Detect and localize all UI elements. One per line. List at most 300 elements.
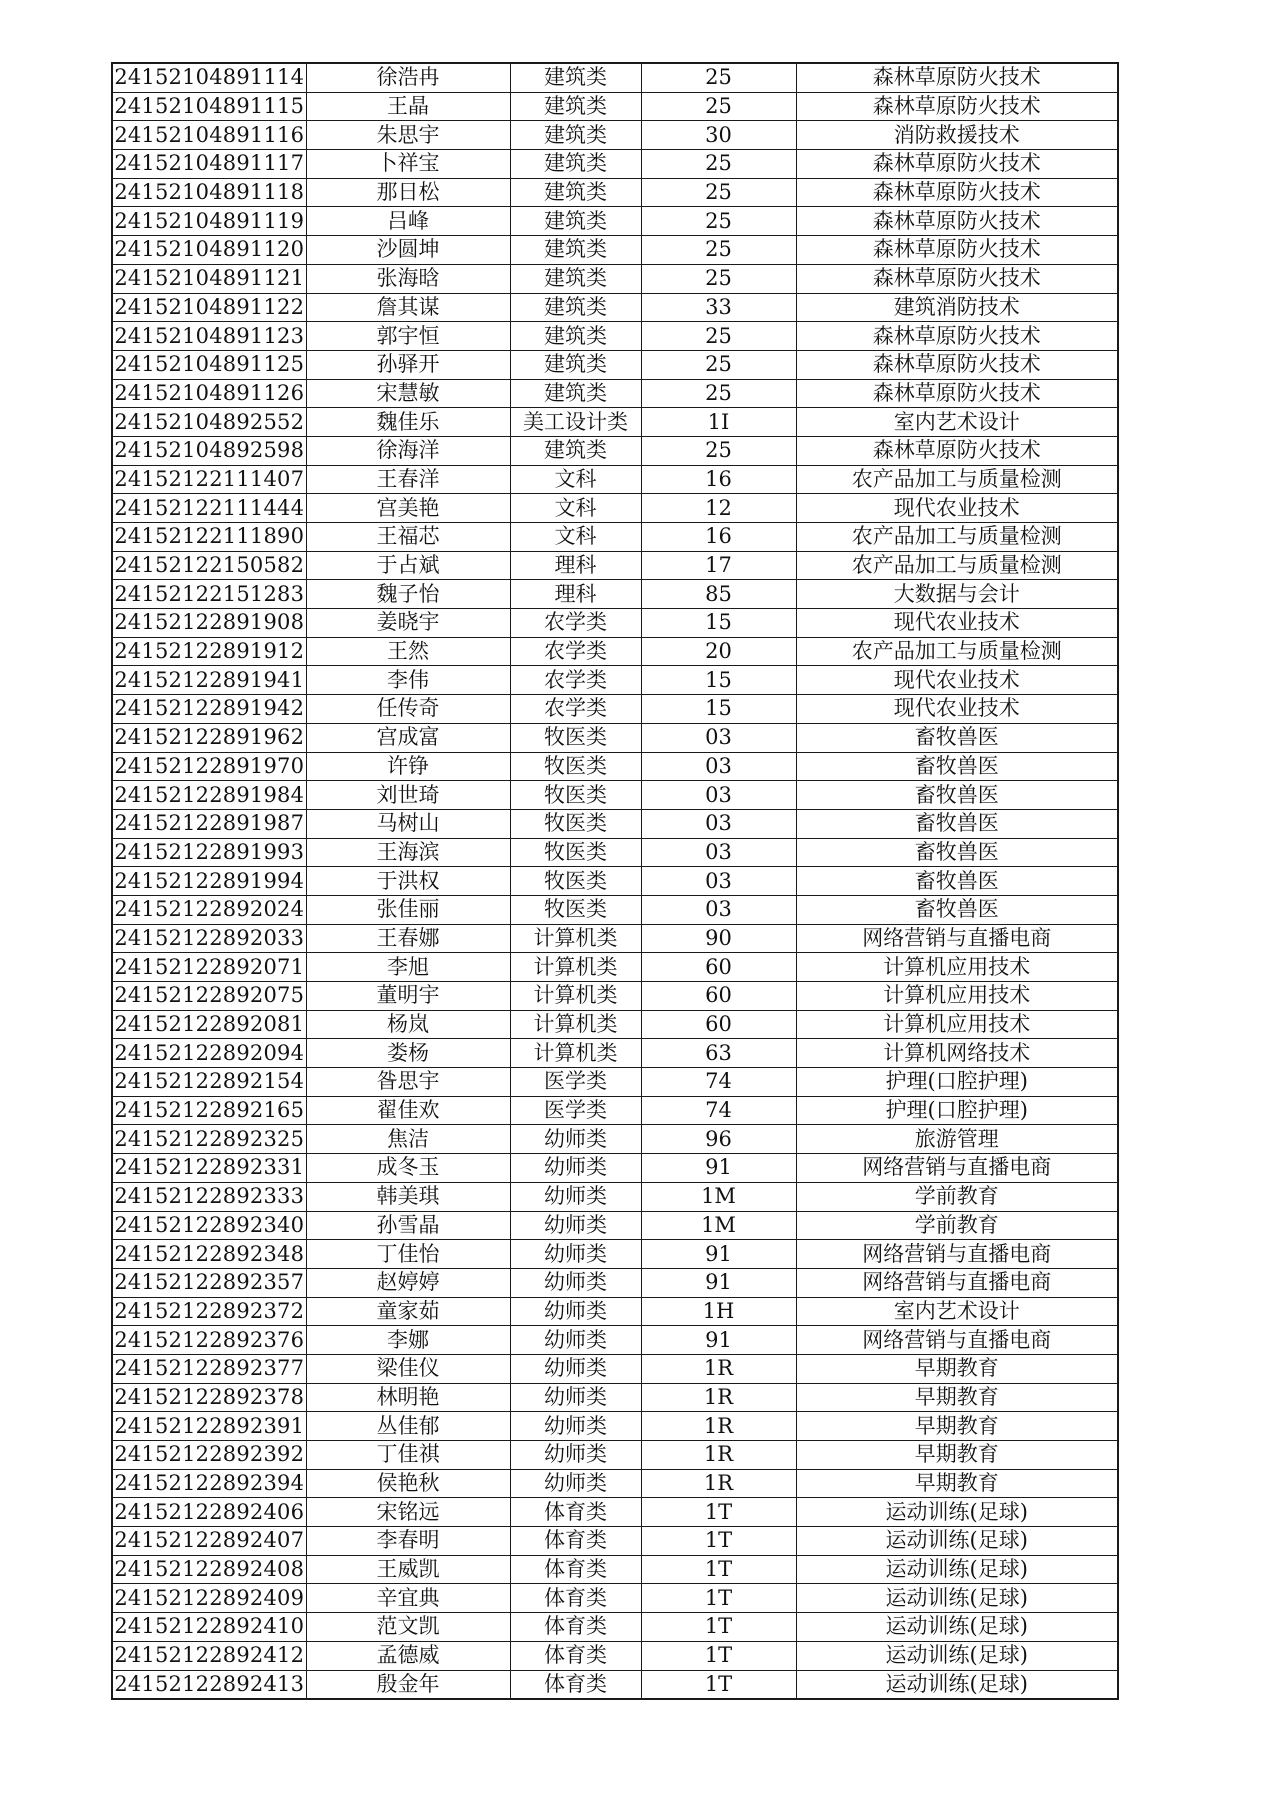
major-code-cell: 03 bbox=[641, 781, 796, 810]
table-row bbox=[112, 379, 1118, 408]
category-cell: 建筑类 bbox=[510, 92, 641, 121]
category-cell: 体育类 bbox=[510, 1641, 641, 1670]
candidate-id-cell: 24152122111444 bbox=[112, 494, 306, 523]
major-name-cell: 运动训练(足球) bbox=[796, 1555, 1118, 1584]
major-code-cell: 03 bbox=[641, 895, 796, 924]
candidate-id-cell: 24152122891908 bbox=[112, 609, 306, 638]
student-name-cell: 王春娜 bbox=[306, 924, 510, 953]
major-name-cell: 计算机网络技术 bbox=[796, 1039, 1118, 1068]
table-row bbox=[112, 551, 1118, 580]
major-code-cell: 1R bbox=[641, 1469, 796, 1498]
category-cell: 幼师类 bbox=[510, 1182, 641, 1211]
category-cell: 牧医类 bbox=[510, 781, 641, 810]
category-cell: 体育类 bbox=[510, 1527, 641, 1556]
candidate-id-cell: 24152122891941 bbox=[112, 666, 306, 695]
category-cell: 体育类 bbox=[510, 1584, 641, 1613]
major-code-cell: 91 bbox=[641, 1268, 796, 1297]
major-name-cell: 农产品加工与质量检测 bbox=[796, 637, 1118, 666]
major-name-cell: 现代农业技术 bbox=[796, 666, 1118, 695]
category-cell: 牧医类 bbox=[510, 809, 641, 838]
student-name-cell: 徐浩冉 bbox=[306, 63, 510, 92]
major-code-cell: 25 bbox=[641, 207, 796, 236]
candidate-id-cell: 24152104891115 bbox=[112, 92, 306, 121]
category-cell: 幼师类 bbox=[510, 1211, 641, 1240]
student-name-cell: 马树山 bbox=[306, 809, 510, 838]
major-code-cell: 1T bbox=[641, 1584, 796, 1613]
major-code-cell: 90 bbox=[641, 924, 796, 953]
category-cell: 幼师类 bbox=[510, 1412, 641, 1441]
student-name-cell: 张海晗 bbox=[306, 264, 510, 293]
major-code-cell: 25 bbox=[641, 63, 796, 92]
table-row bbox=[112, 63, 1118, 92]
category-cell: 幼师类 bbox=[510, 1297, 641, 1326]
category-cell: 建筑类 bbox=[510, 121, 641, 150]
major-code-cell: 1I bbox=[641, 408, 796, 437]
candidate-id-cell: 24152122891987 bbox=[112, 809, 306, 838]
candidate-id-cell: 24152122892094 bbox=[112, 1039, 306, 1068]
candidate-id-cell: 24152122892377 bbox=[112, 1354, 306, 1383]
table-row bbox=[112, 1527, 1118, 1556]
student-name-cell: 姜晓宇 bbox=[306, 609, 510, 638]
table-row bbox=[112, 121, 1118, 150]
student-name-cell: 宫成富 bbox=[306, 723, 510, 752]
candidate-id-cell: 24152122892408 bbox=[112, 1555, 306, 1584]
candidate-id-cell: 24152122892394 bbox=[112, 1469, 306, 1498]
candidate-id-cell: 24152122892081 bbox=[112, 1010, 306, 1039]
major-name-cell: 农产品加工与质量检测 bbox=[796, 551, 1118, 580]
major-code-cell: 12 bbox=[641, 494, 796, 523]
roster-sheet bbox=[111, 62, 1117, 1700]
major-name-cell: 早期教育 bbox=[796, 1469, 1118, 1498]
table-row bbox=[112, 1268, 1118, 1297]
candidate-id-cell: 24152122892409 bbox=[112, 1584, 306, 1613]
category-cell: 牧医类 bbox=[510, 867, 641, 896]
student-name-cell: 昝思宇 bbox=[306, 1068, 510, 1097]
category-cell: 医学类 bbox=[510, 1096, 641, 1125]
student-name-cell: 那日松 bbox=[306, 178, 510, 207]
major-name-cell: 森林草原防火技术 bbox=[796, 264, 1118, 293]
major-code-cell: 60 bbox=[641, 1010, 796, 1039]
student-name-cell: 任传奇 bbox=[306, 695, 510, 724]
candidate-id-cell: 24152122892325 bbox=[112, 1125, 306, 1154]
table-row bbox=[112, 809, 1118, 838]
category-cell: 牧医类 bbox=[510, 838, 641, 867]
major-code-cell: 15 bbox=[641, 609, 796, 638]
table-row bbox=[112, 982, 1118, 1011]
candidate-id-cell: 24152122892154 bbox=[112, 1068, 306, 1097]
major-name-cell: 大数据与会计 bbox=[796, 580, 1118, 609]
table-row bbox=[112, 436, 1118, 465]
candidate-id-cell: 24152122892033 bbox=[112, 924, 306, 953]
candidate-id-cell: 24152122892407 bbox=[112, 1527, 306, 1556]
candidate-id-cell: 24152122892071 bbox=[112, 953, 306, 982]
table-row bbox=[112, 752, 1118, 781]
candidate-id-cell: 24152122150582 bbox=[112, 551, 306, 580]
major-name-cell: 畜牧兽医 bbox=[796, 838, 1118, 867]
table-row bbox=[112, 465, 1118, 494]
candidate-id-cell: 24152122892024 bbox=[112, 895, 306, 924]
major-name-cell: 畜牧兽医 bbox=[796, 867, 1118, 896]
candidate-id-cell: 24152104891125 bbox=[112, 350, 306, 379]
major-code-cell: 03 bbox=[641, 867, 796, 896]
major-code-cell: 1R bbox=[641, 1383, 796, 1412]
category-cell: 牧医类 bbox=[510, 752, 641, 781]
major-name-cell: 早期教育 bbox=[796, 1441, 1118, 1470]
candidate-id-cell: 24152122891962 bbox=[112, 723, 306, 752]
major-code-cell: 1R bbox=[641, 1354, 796, 1383]
category-cell: 农学类 bbox=[510, 695, 641, 724]
table-row bbox=[112, 1125, 1118, 1154]
major-code-cell: 03 bbox=[641, 723, 796, 752]
major-code-cell: 25 bbox=[641, 379, 796, 408]
student-name-cell: 范文凯 bbox=[306, 1613, 510, 1642]
table-row bbox=[112, 178, 1118, 207]
student-name-cell: 李伟 bbox=[306, 666, 510, 695]
table-row bbox=[112, 1354, 1118, 1383]
major-name-cell: 运动训练(足球) bbox=[796, 1641, 1118, 1670]
category-cell: 建筑类 bbox=[510, 178, 641, 207]
major-code-cell: 1T bbox=[641, 1613, 796, 1642]
major-code-cell: 25 bbox=[641, 264, 796, 293]
candidate-id-cell: 24152122892075 bbox=[112, 982, 306, 1011]
category-cell: 牧医类 bbox=[510, 895, 641, 924]
major-name-cell: 计算机应用技术 bbox=[796, 953, 1118, 982]
candidate-id-cell: 24152122111407 bbox=[112, 465, 306, 494]
student-name-cell: 朱思宇 bbox=[306, 121, 510, 150]
table-row bbox=[112, 1670, 1118, 1699]
major-name-cell: 森林草原防火技术 bbox=[796, 350, 1118, 379]
major-code-cell: 1H bbox=[641, 1297, 796, 1326]
major-name-cell: 森林草原防火技术 bbox=[796, 92, 1118, 121]
candidate-id-cell: 24152104891118 bbox=[112, 178, 306, 207]
major-code-cell: 96 bbox=[641, 1125, 796, 1154]
candidate-id-cell: 24152122892410 bbox=[112, 1613, 306, 1642]
table-row bbox=[112, 695, 1118, 724]
major-code-cell: 25 bbox=[641, 236, 796, 265]
major-name-cell: 网络营销与直播电商 bbox=[796, 1240, 1118, 1269]
category-cell: 幼师类 bbox=[510, 1354, 641, 1383]
candidate-id-cell: 24152104891122 bbox=[112, 293, 306, 322]
table-row bbox=[112, 1068, 1118, 1097]
major-code-cell: 60 bbox=[641, 953, 796, 982]
major-name-cell: 运动训练(足球) bbox=[796, 1670, 1118, 1699]
student-name-cell: 王福芯 bbox=[306, 523, 510, 552]
student-name-cell: 李春明 bbox=[306, 1527, 510, 1556]
table-row bbox=[112, 1613, 1118, 1642]
table-row bbox=[112, 723, 1118, 752]
major-code-cell: 15 bbox=[641, 666, 796, 695]
table-row bbox=[112, 1010, 1118, 1039]
table-row bbox=[112, 1555, 1118, 1584]
category-cell: 建筑类 bbox=[510, 293, 641, 322]
table-row bbox=[112, 1469, 1118, 1498]
major-code-cell: 1T bbox=[641, 1498, 796, 1527]
major-name-cell: 学前教育 bbox=[796, 1211, 1118, 1240]
table-row bbox=[112, 1211, 1118, 1240]
candidate-id-cell: 24152104891114 bbox=[112, 63, 306, 92]
major-name-cell: 现代农业技术 bbox=[796, 695, 1118, 724]
category-cell: 幼师类 bbox=[510, 1240, 641, 1269]
table-row bbox=[112, 1326, 1118, 1355]
category-cell: 建筑类 bbox=[510, 150, 641, 179]
table-row bbox=[112, 1154, 1118, 1183]
candidate-id-cell: 24152104891119 bbox=[112, 207, 306, 236]
major-name-cell: 消防救援技术 bbox=[796, 121, 1118, 150]
candidate-id-cell: 24152122892391 bbox=[112, 1412, 306, 1441]
student-name-cell: 韩美琪 bbox=[306, 1182, 510, 1211]
category-cell: 幼师类 bbox=[510, 1469, 641, 1498]
candidate-id-cell: 24152122892392 bbox=[112, 1441, 306, 1470]
category-cell: 农学类 bbox=[510, 637, 641, 666]
student-name-cell: 孟德威 bbox=[306, 1641, 510, 1670]
category-cell: 建筑类 bbox=[510, 236, 641, 265]
student-name-cell: 徐海洋 bbox=[306, 436, 510, 465]
table-row bbox=[112, 953, 1118, 982]
major-name-cell: 旅游管理 bbox=[796, 1125, 1118, 1154]
student-name-cell: 赵婷婷 bbox=[306, 1268, 510, 1297]
candidate-id-cell: 24152104892552 bbox=[112, 408, 306, 437]
table-row bbox=[112, 838, 1118, 867]
major-name-cell: 畜牧兽医 bbox=[796, 809, 1118, 838]
student-name-cell: 童家茹 bbox=[306, 1297, 510, 1326]
category-cell: 体育类 bbox=[510, 1670, 641, 1699]
category-cell: 美工设计类 bbox=[510, 408, 641, 437]
candidate-id-cell: 24152122892333 bbox=[112, 1182, 306, 1211]
candidate-id-cell: 24152104891121 bbox=[112, 264, 306, 293]
major-code-cell: 25 bbox=[641, 322, 796, 351]
major-name-cell: 畜牧兽医 bbox=[796, 723, 1118, 752]
table-row bbox=[112, 1297, 1118, 1326]
category-cell: 幼师类 bbox=[510, 1125, 641, 1154]
student-name-cell: 杨岚 bbox=[306, 1010, 510, 1039]
category-cell: 建筑类 bbox=[510, 436, 641, 465]
candidate-id-cell: 24152122892378 bbox=[112, 1383, 306, 1412]
candidate-id-cell: 24152122892372 bbox=[112, 1297, 306, 1326]
candidate-id-cell: 24152104891120 bbox=[112, 236, 306, 265]
major-code-cell: 1M bbox=[641, 1211, 796, 1240]
major-code-cell: 63 bbox=[641, 1039, 796, 1068]
admission-roster-table bbox=[111, 62, 1119, 1700]
table-row bbox=[112, 1584, 1118, 1613]
table-row bbox=[112, 924, 1118, 953]
candidate-id-cell: 24152122892340 bbox=[112, 1211, 306, 1240]
table-row bbox=[112, 867, 1118, 896]
student-name-cell: 宋慧敏 bbox=[306, 379, 510, 408]
major-name-cell: 森林草原防火技术 bbox=[796, 236, 1118, 265]
major-code-cell: 03 bbox=[641, 809, 796, 838]
category-cell: 体育类 bbox=[510, 1498, 641, 1527]
category-cell: 计算机类 bbox=[510, 953, 641, 982]
student-name-cell: 宋铭远 bbox=[306, 1498, 510, 1527]
table-row bbox=[112, 494, 1118, 523]
student-name-cell: 郭宇恒 bbox=[306, 322, 510, 351]
major-code-cell: 17 bbox=[641, 551, 796, 580]
student-name-cell: 辛宜典 bbox=[306, 1584, 510, 1613]
major-name-cell: 网络营销与直播电商 bbox=[796, 1154, 1118, 1183]
student-name-cell: 沙圆坤 bbox=[306, 236, 510, 265]
major-code-cell: 30 bbox=[641, 121, 796, 150]
student-name-cell: 王海滨 bbox=[306, 838, 510, 867]
major-name-cell: 运动训练(足球) bbox=[796, 1613, 1118, 1642]
major-name-cell: 早期教育 bbox=[796, 1383, 1118, 1412]
student-name-cell: 卜祥宝 bbox=[306, 150, 510, 179]
major-code-cell: 16 bbox=[641, 523, 796, 552]
student-name-cell: 丁佳怡 bbox=[306, 1240, 510, 1269]
table-row bbox=[112, 1412, 1118, 1441]
major-name-cell: 室内艺术设计 bbox=[796, 408, 1118, 437]
student-name-cell: 王春洋 bbox=[306, 465, 510, 494]
major-code-cell: 1T bbox=[641, 1555, 796, 1584]
major-name-cell: 建筑消防技术 bbox=[796, 293, 1118, 322]
major-code-cell: 1M bbox=[641, 1182, 796, 1211]
student-name-cell: 殷金年 bbox=[306, 1670, 510, 1699]
major-name-cell: 森林草原防火技术 bbox=[796, 436, 1118, 465]
major-code-cell: 74 bbox=[641, 1068, 796, 1097]
student-name-cell: 林明艳 bbox=[306, 1383, 510, 1412]
major-name-cell: 森林草原防火技术 bbox=[796, 207, 1118, 236]
table-row bbox=[112, 408, 1118, 437]
major-code-cell: 03 bbox=[641, 838, 796, 867]
student-name-cell: 董明宇 bbox=[306, 982, 510, 1011]
candidate-id-cell: 24152122111890 bbox=[112, 523, 306, 552]
major-code-cell: 85 bbox=[641, 580, 796, 609]
candidate-id-cell: 24152122892406 bbox=[112, 1498, 306, 1527]
category-cell: 建筑类 bbox=[510, 207, 641, 236]
major-name-cell: 计算机应用技术 bbox=[796, 982, 1118, 1011]
candidate-id-cell: 24152122892331 bbox=[112, 1154, 306, 1183]
major-code-cell: 91 bbox=[641, 1154, 796, 1183]
student-name-cell: 许铮 bbox=[306, 752, 510, 781]
major-name-cell: 畜牧兽医 bbox=[796, 752, 1118, 781]
candidate-id-cell: 24152122891994 bbox=[112, 867, 306, 896]
student-name-cell: 孙雪晶 bbox=[306, 1211, 510, 1240]
major-code-cell: 91 bbox=[641, 1240, 796, 1269]
category-cell: 幼师类 bbox=[510, 1326, 641, 1355]
student-name-cell: 孙驿开 bbox=[306, 350, 510, 379]
student-name-cell: 吕峰 bbox=[306, 207, 510, 236]
student-name-cell: 刘世琦 bbox=[306, 781, 510, 810]
table-row bbox=[112, 322, 1118, 351]
category-cell: 建筑类 bbox=[510, 379, 641, 408]
category-cell: 理科 bbox=[510, 580, 641, 609]
major-name-cell: 早期教育 bbox=[796, 1354, 1118, 1383]
candidate-id-cell: 24152122892165 bbox=[112, 1096, 306, 1125]
major-code-cell: 33 bbox=[641, 293, 796, 322]
table-row bbox=[112, 895, 1118, 924]
category-cell: 体育类 bbox=[510, 1555, 641, 1584]
major-name-cell: 森林草原防火技术 bbox=[796, 379, 1118, 408]
student-name-cell: 于洪权 bbox=[306, 867, 510, 896]
major-code-cell: 1T bbox=[641, 1670, 796, 1699]
major-code-cell: 1R bbox=[641, 1441, 796, 1470]
major-code-cell: 16 bbox=[641, 465, 796, 494]
candidate-id-cell: 24152122892357 bbox=[112, 1268, 306, 1297]
table-row bbox=[112, 781, 1118, 810]
table-row bbox=[112, 1641, 1118, 1670]
student-name-cell: 李娜 bbox=[306, 1326, 510, 1355]
student-name-cell: 成冬玉 bbox=[306, 1154, 510, 1183]
major-code-cell: 25 bbox=[641, 436, 796, 465]
student-name-cell: 张佳丽 bbox=[306, 895, 510, 924]
category-cell: 医学类 bbox=[510, 1068, 641, 1097]
candidate-id-cell: 24152122891970 bbox=[112, 752, 306, 781]
category-cell: 幼师类 bbox=[510, 1441, 641, 1470]
category-cell: 计算机类 bbox=[510, 924, 641, 953]
table-row bbox=[112, 580, 1118, 609]
student-name-cell: 梁佳仪 bbox=[306, 1354, 510, 1383]
category-cell: 农学类 bbox=[510, 609, 641, 638]
category-cell: 幼师类 bbox=[510, 1383, 641, 1412]
category-cell: 幼师类 bbox=[510, 1154, 641, 1183]
student-name-cell: 侯艳秋 bbox=[306, 1469, 510, 1498]
major-code-cell: 25 bbox=[641, 178, 796, 207]
candidate-id-cell: 24152122891984 bbox=[112, 781, 306, 810]
major-code-cell: 60 bbox=[641, 982, 796, 1011]
category-cell: 幼师类 bbox=[510, 1268, 641, 1297]
major-name-cell: 畜牧兽医 bbox=[796, 781, 1118, 810]
table-row bbox=[112, 1096, 1118, 1125]
student-name-cell: 翟佳欢 bbox=[306, 1096, 510, 1125]
major-name-cell: 农产品加工与质量检测 bbox=[796, 523, 1118, 552]
table-row bbox=[112, 666, 1118, 695]
table-row bbox=[112, 207, 1118, 236]
major-name-cell: 运动训练(足球) bbox=[796, 1527, 1118, 1556]
category-cell: 建筑类 bbox=[510, 350, 641, 379]
category-cell: 理科 bbox=[510, 551, 641, 580]
category-cell: 计算机类 bbox=[510, 1039, 641, 1068]
candidate-id-cell: 24152122891993 bbox=[112, 838, 306, 867]
major-name-cell: 现代农业技术 bbox=[796, 494, 1118, 523]
category-cell: 建筑类 bbox=[510, 264, 641, 293]
student-name-cell: 丛佳郁 bbox=[306, 1412, 510, 1441]
major-code-cell: 1T bbox=[641, 1641, 796, 1670]
major-code-cell: 25 bbox=[641, 350, 796, 379]
major-name-cell: 学前教育 bbox=[796, 1182, 1118, 1211]
student-name-cell: 王然 bbox=[306, 637, 510, 666]
major-name-cell: 计算机应用技术 bbox=[796, 1010, 1118, 1039]
major-name-cell: 畜牧兽医 bbox=[796, 895, 1118, 924]
candidate-id-cell: 24152104891116 bbox=[112, 121, 306, 150]
student-name-cell: 王威凯 bbox=[306, 1555, 510, 1584]
major-name-cell: 运动训练(足球) bbox=[796, 1498, 1118, 1527]
candidate-id-cell: 24152122892376 bbox=[112, 1326, 306, 1355]
candidate-id-cell: 24152104891117 bbox=[112, 150, 306, 179]
major-name-cell: 森林草原防火技术 bbox=[796, 63, 1118, 92]
table-row bbox=[112, 236, 1118, 265]
category-cell: 文科 bbox=[510, 523, 641, 552]
table-row bbox=[112, 1383, 1118, 1412]
student-name-cell: 丁佳祺 bbox=[306, 1441, 510, 1470]
student-name-cell: 李旭 bbox=[306, 953, 510, 982]
candidate-id-cell: 24152122892348 bbox=[112, 1240, 306, 1269]
major-name-cell: 网络营销与直播电商 bbox=[796, 1268, 1118, 1297]
candidate-id-cell: 24152104891123 bbox=[112, 322, 306, 351]
major-name-cell: 网络营销与直播电商 bbox=[796, 924, 1118, 953]
major-code-cell: 03 bbox=[641, 752, 796, 781]
student-name-cell: 魏子怡 bbox=[306, 580, 510, 609]
candidate-id-cell: 24152122892412 bbox=[112, 1641, 306, 1670]
major-code-cell: 1R bbox=[641, 1412, 796, 1441]
major-code-cell: 91 bbox=[641, 1326, 796, 1355]
student-name-cell: 娄杨 bbox=[306, 1039, 510, 1068]
major-name-cell: 室内艺术设计 bbox=[796, 1297, 1118, 1326]
student-name-cell: 于占斌 bbox=[306, 551, 510, 580]
student-name-cell: 王晶 bbox=[306, 92, 510, 121]
table-row bbox=[112, 1240, 1118, 1269]
candidate-id-cell: 24152122891912 bbox=[112, 637, 306, 666]
major-code-cell: 1T bbox=[641, 1527, 796, 1556]
category-cell: 文科 bbox=[510, 465, 641, 494]
